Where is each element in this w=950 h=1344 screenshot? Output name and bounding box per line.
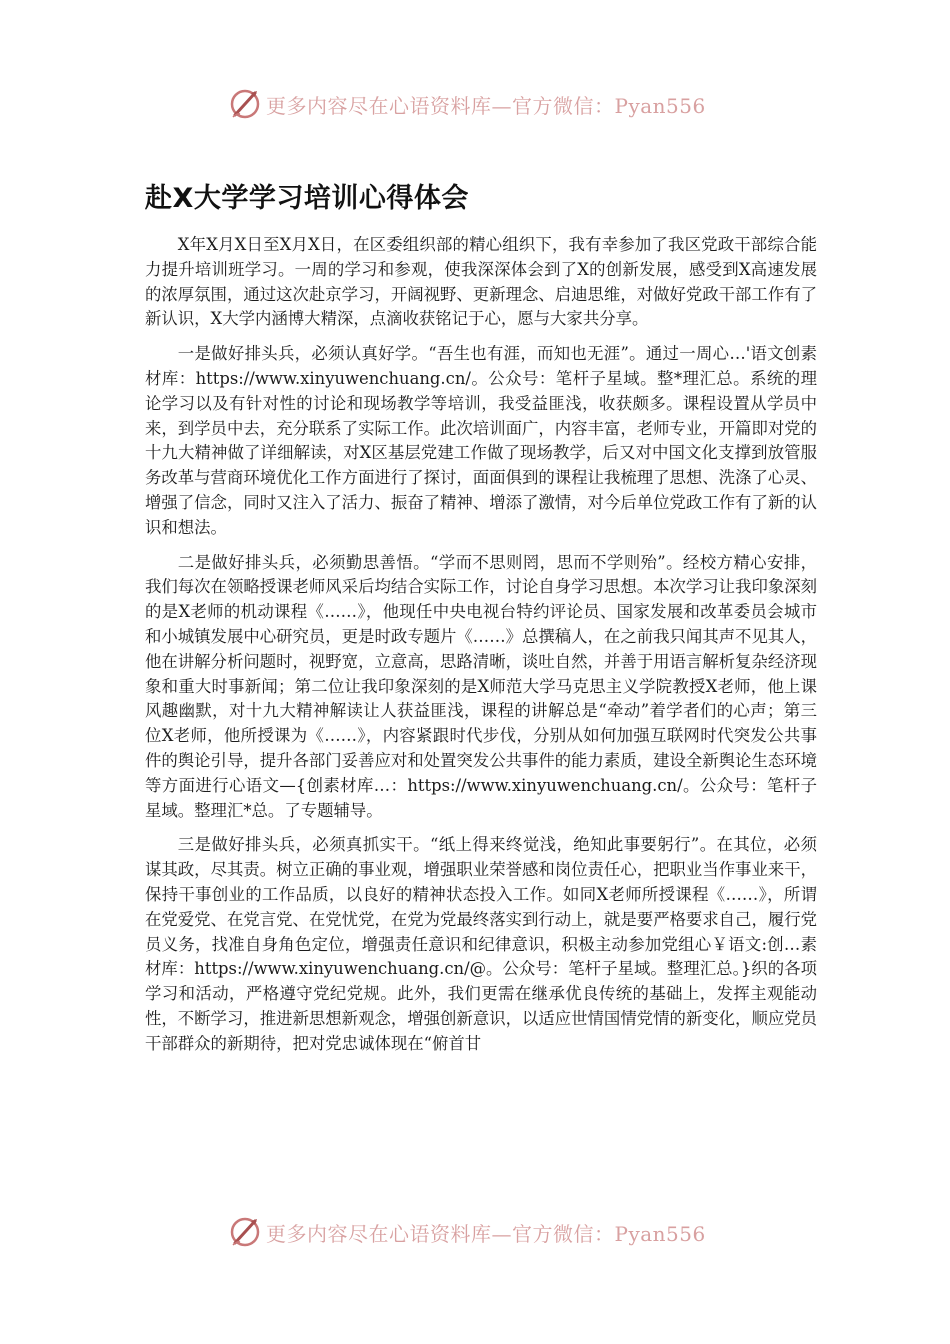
document-title: 赴X大学学习培训心得体会 [145,183,469,214]
paragraph-two: 二是做好排头兵，必须勤思善悟。“学而不思则罔，思而不学则殆”。经校方精心安排，我们每次在领略授课老师风采后均结合实际工作，讨论自身学习思想。本次学习让我印象深刻的是X老师的机动课程《……》，他现任中央电视台特约评论员、国家发展和改革委员会城市和小城镇发展中心研究员，更是时政专题片《……》总撰稿人，在之前我只闻其声不见其人，他在讲解分析问题时，视野宽，立意高，思路清晰，谈吐自然，并善于用语言解析复杂经济现象和重大时事新闻；第二位让我印象深刻的是X师范大学马克思主义学院教授X老师，他上课风趣幽默，对十九大精神解读让人获益匪浅，课程的讲解总是“牵动”着学者们的心声；第三位X老师，他所授课为《……》，内容紧跟时代步伐，分别从如何加强互联网时代突发公共事件的舆论引导，提升各部门妥善应对和处置突发公共事件的能力素质，建设全新舆论生态环境等方面进行心语文—{创素材库…：https://www.xinyuwenchuang.cn/。公众号：笔杆子星域。整理汇*总。了专题辅导。 [145,552,818,820]
paragraph-intro: X年X月X日至X月X日，在区委组织部的精心组织下，我有幸参加了我区党政干部综合能力提升培训班学习。一周的学习和参观，使我深深体会到了X的创新发展，感受到X高速发展的浓厚氛围，通过这次赴京学习，开阔视野、更新理念、启迪思维，对做好党政干部工作有了新认识，X大学内涵博大精深，点滴收获铭记于心，愿与大家共分享。 [145,235,818,329]
header-banner-text: 更多内容尽在心语资料库—官方微信：Pyan556 [266,93,706,118]
paragraph-three: 三是做好排头兵，必须真抓实干。“纸上得来终觉浅，绝知此事要躬行”。在其位，必须谋其政，尽其责。树立正确的事业观，增强职业荣誉感和岗位责任心，把职业当作事业来干，保持干事创业的工作品质，以良好的精神状态投入工作。如同X老师所授课程《……》，所谓在党爱党、在党言党、在党忧党，在党为党最终落实到行动上，就是要严格要求自己，履行党员义务，找准自身角色定位，增强责任意识和纪律意识，积极主动参加党组心￥语文:创…素材库：https://www.xinyuwenchuang.cn/@。公众号：笔杆子星域。整理汇总。}织的各项学习和活动，严格遵守党纪党规。此外，我们更需在继承优良传统的基础上，发挥主观能动性，不断学习，推进新思想新观念，增强创新意识，以适应世情国情党情的新变化，顺应党员干部群众的新期待，把对党忠诚体现在“俯首甘 [145,835,818,1053]
document-body [145,233,817,1067]
footer-banner-text: 更多内容尽在心语资料库—官方微信：Pyan556 [266,1221,706,1246]
pen-logo-icon [228,87,262,121]
header-banner [228,84,748,124]
footer-banner [228,1212,748,1252]
paragraph-one: 一是做好排头兵，必须认真好学。“吾生也有涯，而知也无涯”。通过一周心…'语文创素材库：https://www.xinyuwenchuang.cn/。公众号：笔杆子星域。整*理汇总。系统的理论学习以及有针对性的讨论和现场教学等培训，我受益匪浅，收获颇多。课程设置从学员中来，到学员中去，充分联系了实际工作。此次培训面广，内容丰富，老师专业，开篇即对党的十九大精神做了详细解读，对X区基层党建工作做了现场教学，后又对中国文化支撑到放管服务改革与营商环境优化工作方面进行了探讨，面面俱到的课程让我梳理了思想、洗涤了心灵、增强了信念，同时又注入了活力、振奋了精神、增添了激情，对今后单位党政工作有了新的认识和想法。 [145,344,818,537]
pen-logo-icon [228,1215,262,1249]
